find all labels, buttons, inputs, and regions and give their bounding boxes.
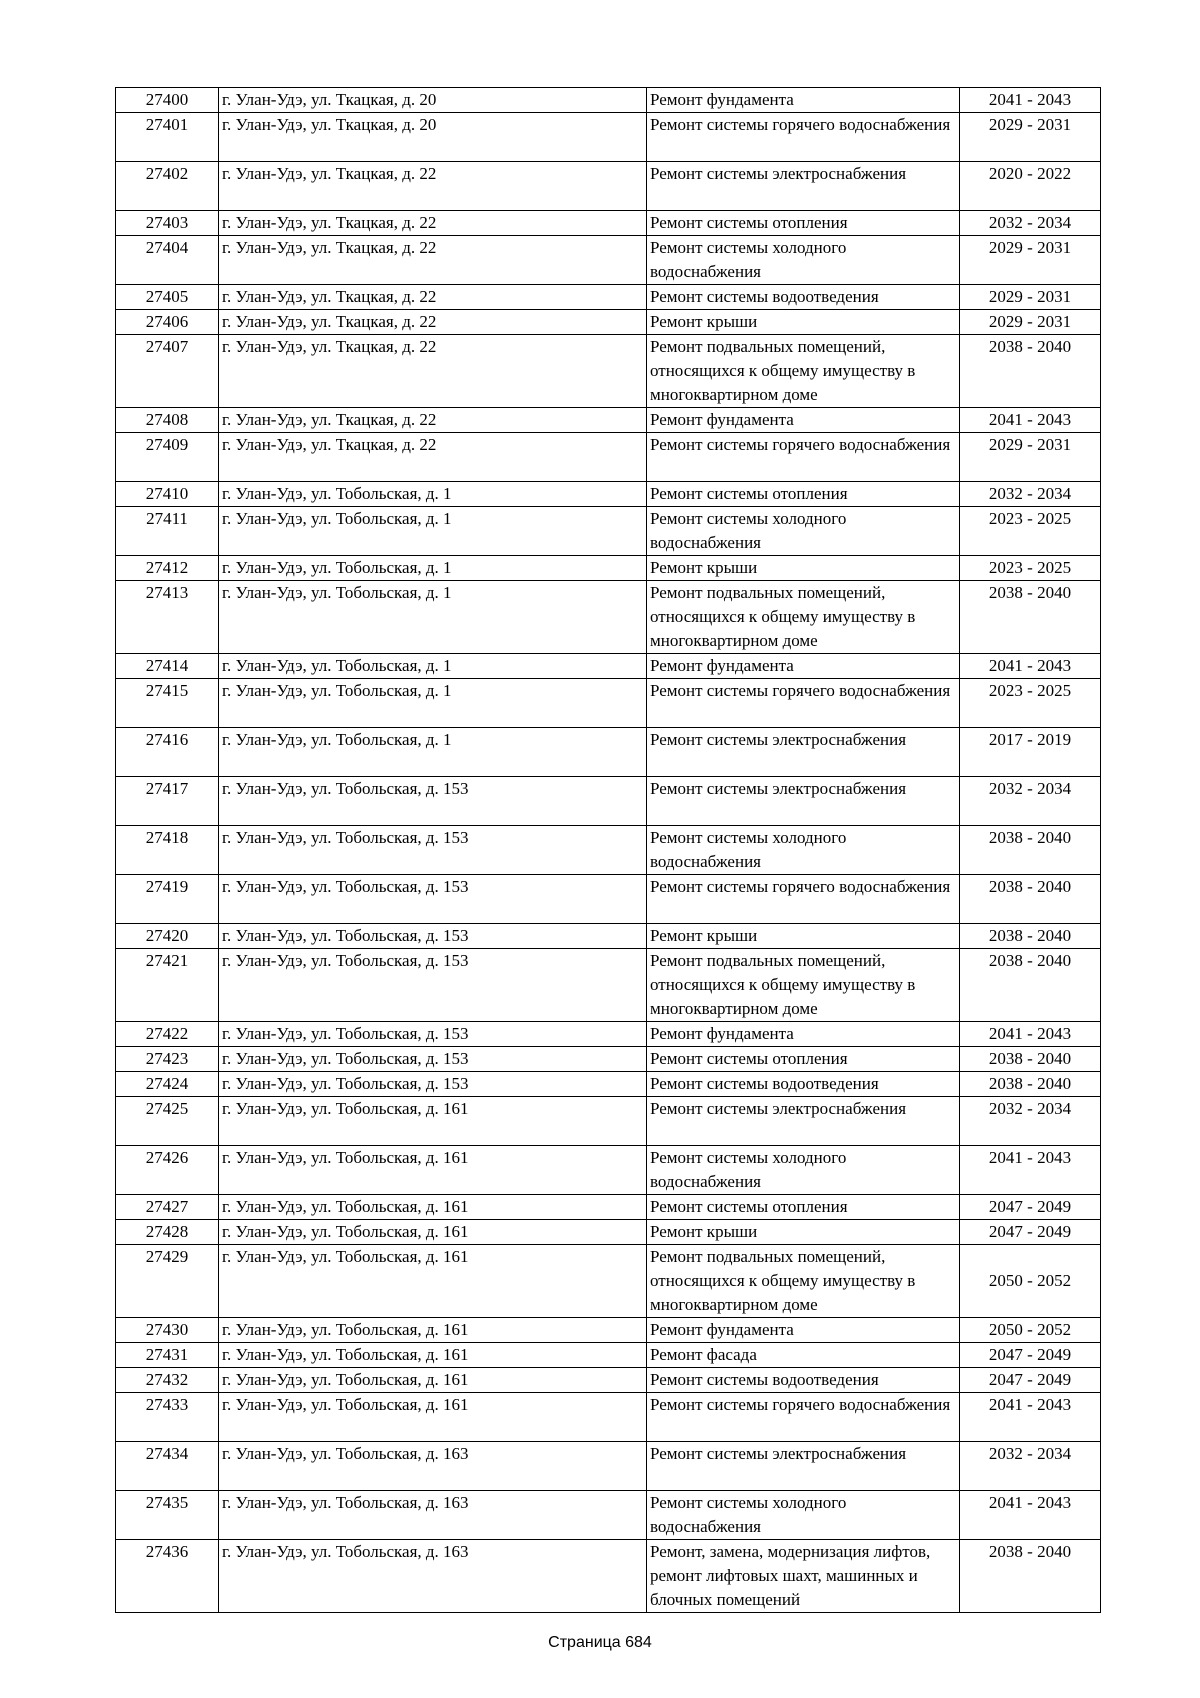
row-work-cell: Ремонт системы электроснабжения [647, 162, 960, 211]
table-row [116, 826, 1101, 875]
row-work-cell: Ремонт системы холодного водоснабжения [647, 1491, 960, 1540]
row-period-cell: 2041 - 2043 [960, 408, 1101, 433]
row-id-cell: 27435 [116, 1491, 219, 1540]
row-work-cell: Ремонт крыши [647, 1220, 960, 1245]
row-period-cell: 2047 - 2049 [960, 1220, 1101, 1245]
row-period-cell: 2029 - 2031 [960, 285, 1101, 310]
row-id-cell: 27419 [116, 875, 219, 924]
row-work-cell: Ремонт системы горячего водоснабжения [647, 433, 960, 482]
row-work-cell: Ремонт системы электроснабжения [647, 1442, 960, 1491]
row-work-cell: Ремонт системы отопления [647, 211, 960, 236]
row-period-cell: 2047 - 2049 [960, 1195, 1101, 1220]
row-id-cell: 27407 [116, 335, 219, 408]
row-id-cell: 27411 [116, 507, 219, 556]
row-address-cell: г. Улан-Удэ, ул. Тобольская, д. 161 [219, 1146, 647, 1195]
row-id-cell: 27416 [116, 728, 219, 777]
table-row [116, 1540, 1101, 1613]
row-address-cell: г. Улан-Удэ, ул. Тобольская, д. 163 [219, 1491, 647, 1540]
row-work-cell: Ремонт крыши [647, 556, 960, 581]
row-id-cell: 27423 [116, 1047, 219, 1072]
row-period-cell: 2047 - 2049 [960, 1343, 1101, 1368]
row-work-cell: Ремонт фундамента [647, 1022, 960, 1047]
row-period-cell: 2029 - 2031 [960, 113, 1101, 162]
table-row [116, 88, 1101, 113]
row-period-cell: 2023 - 2025 [960, 556, 1101, 581]
row-work-cell: Ремонт подвальных помещений, относящихся к общему имуществу в многоквартирном доме [647, 335, 960, 408]
row-period-cell: 2032 - 2034 [960, 1097, 1101, 1146]
row-work-cell: Ремонт системы электроснабжения [647, 777, 960, 826]
row-id-cell: 27414 [116, 654, 219, 679]
row-id-cell: 27402 [116, 162, 219, 211]
row-id-cell: 27432 [116, 1368, 219, 1393]
row-work-cell: Ремонт фундамента [647, 654, 960, 679]
row-address-cell: г. Улан-Удэ, ул. Тобольская, д. 1 [219, 507, 647, 556]
row-work-cell: Ремонт, замена, модернизация лифтов, ремонт лифтовых шахт, машинных и блочных помещений [647, 1540, 960, 1613]
row-work-cell: Ремонт фундамента [647, 1318, 960, 1343]
table-row [116, 433, 1101, 482]
table-body [116, 88, 1101, 1613]
row-work-cell: Ремонт системы холодного водоснабжения [647, 507, 960, 556]
row-address-cell: г. Улан-Удэ, ул. Тобольская, д. 161 [219, 1220, 647, 1245]
row-address-cell: г. Улан-Удэ, ул. Тобольская, д. 153 [219, 777, 647, 826]
table-row [116, 924, 1101, 949]
row-address-cell: г. Улан-Удэ, ул. Тобольская, д. 1 [219, 581, 647, 654]
page-number: Страница 684 [548, 1634, 652, 1651]
row-address-cell: г. Улан-Удэ, ул. Ткацкая, д. 22 [219, 335, 647, 408]
row-id-cell: 27434 [116, 1442, 219, 1491]
row-id-cell: 27408 [116, 408, 219, 433]
row-address-cell: г. Улан-Удэ, ул. Тобольская, д. 153 [219, 875, 647, 924]
row-work-cell: Ремонт крыши [647, 310, 960, 335]
row-period-cell: 2041 - 2043 [960, 654, 1101, 679]
row-work-cell: Ремонт системы холодного водоснабжения [647, 1146, 960, 1195]
row-period-cell: 2041 - 2043 [960, 1491, 1101, 1540]
row-id-cell: 27422 [116, 1022, 219, 1047]
row-id-cell: 27428 [116, 1220, 219, 1245]
table-row [116, 581, 1101, 654]
row-period-cell: 2038 - 2040 [960, 826, 1101, 875]
row-id-cell: 27400 [116, 88, 219, 113]
row-id-cell: 27421 [116, 949, 219, 1022]
row-address-cell: г. Улан-Удэ, ул. Тобольская, д. 1 [219, 482, 647, 507]
row-id-cell: 27403 [116, 211, 219, 236]
table-row [116, 875, 1101, 924]
row-id-cell: 27405 [116, 285, 219, 310]
row-address-cell: г. Улан-Удэ, ул. Тобольская, д. 161 [219, 1393, 647, 1442]
row-period-cell: 2041 - 2043 [960, 1393, 1101, 1442]
table-row [116, 1195, 1101, 1220]
table-row [116, 1097, 1101, 1146]
row-address-cell: г. Улан-Удэ, ул. Тобольская, д. 153 [219, 826, 647, 875]
row-id-cell: 27401 [116, 113, 219, 162]
row-period-cell: 2050 - 2052 [960, 1318, 1101, 1343]
row-work-cell: Ремонт системы отопления [647, 1047, 960, 1072]
work-schedule-table [115, 87, 1101, 1613]
row-id-cell: 27429 [116, 1245, 219, 1318]
row-id-cell: 27420 [116, 924, 219, 949]
table-row [116, 113, 1101, 162]
row-id-cell: 27404 [116, 236, 219, 285]
table-row [116, 408, 1101, 433]
row-address-cell: г. Улан-Удэ, ул. Ткацкая, д. 22 [219, 211, 647, 236]
row-address-cell: г. Улан-Удэ, ул. Тобольская, д. 161 [219, 1195, 647, 1220]
table-row [116, 1343, 1101, 1368]
row-address-cell: г. Улан-Удэ, ул. Тобольская, д. 153 [219, 1072, 647, 1097]
row-work-cell: Ремонт фундамента [647, 408, 960, 433]
row-period-cell: 2023 - 2025 [960, 507, 1101, 556]
row-address-cell: г. Улан-Удэ, ул. Тобольская, д. 153 [219, 949, 647, 1022]
row-period-cell: 2032 - 2034 [960, 211, 1101, 236]
row-id-cell: 27410 [116, 482, 219, 507]
row-work-cell: Ремонт подвальных помещений, относящихся к общему имуществу в многоквартирном доме [647, 581, 960, 654]
row-id-cell: 27430 [116, 1318, 219, 1343]
row-period-cell: 2029 - 2031 [960, 236, 1101, 285]
row-work-cell: Ремонт системы водоотведения [647, 1072, 960, 1097]
row-period-cell: 2020 - 2022 [960, 162, 1101, 211]
table-row [116, 1220, 1101, 1245]
table-row [116, 949, 1101, 1022]
table-row [116, 1022, 1101, 1047]
row-id-cell: 27417 [116, 777, 219, 826]
row-period-cell: 2041 - 2043 [960, 1146, 1101, 1195]
table-row [116, 679, 1101, 728]
row-work-cell: Ремонт системы электроснабжения [647, 1097, 960, 1146]
row-address-cell: г. Улан-Удэ, ул. Тобольская, д. 163 [219, 1442, 647, 1491]
row-address-cell: г. Улан-Удэ, ул. Ткацкая, д. 22 [219, 236, 647, 285]
row-address-cell: г. Улан-Удэ, ул. Ткацкая, д. 22 [219, 310, 647, 335]
table-row [116, 1491, 1101, 1540]
table-row [116, 310, 1101, 335]
row-period-cell: 2023 - 2025 [960, 679, 1101, 728]
table-row [116, 236, 1101, 285]
row-period-cell: 2047 - 2049 [960, 1368, 1101, 1393]
row-id-cell: 27436 [116, 1540, 219, 1613]
row-address-cell: г. Улан-Удэ, ул. Тобольская, д. 161 [219, 1245, 647, 1318]
row-id-cell: 27413 [116, 581, 219, 654]
row-address-cell: г. Улан-Удэ, ул. Тобольская, д. 1 [219, 654, 647, 679]
row-address-cell: г. Улан-Удэ, ул. Тобольская, д. 1 [219, 679, 647, 728]
row-work-cell: Ремонт системы горячего водоснабжения [647, 113, 960, 162]
row-id-cell: 27425 [116, 1097, 219, 1146]
table-row [116, 728, 1101, 777]
row-work-cell: Ремонт системы горячего водоснабжения [647, 875, 960, 924]
row-period-cell: 2038 - 2040 [960, 949, 1101, 1022]
row-period-cell: 2017 - 2019 [960, 728, 1101, 777]
row-id-cell: 27409 [116, 433, 219, 482]
row-address-cell: г. Улан-Удэ, ул. Тобольская, д. 161 [219, 1343, 647, 1368]
row-address-cell: г. Улан-Удэ, ул. Тобольская, д. 153 [219, 1047, 647, 1072]
table-row [116, 1442, 1101, 1491]
row-id-cell: 27406 [116, 310, 219, 335]
row-work-cell: Ремонт подвальных помещений, относящихся к общему имуществу в многоквартирном доме [647, 1245, 960, 1318]
row-work-cell: Ремонт крыши [647, 924, 960, 949]
row-id-cell: 27424 [116, 1072, 219, 1097]
row-work-cell: Ремонт системы отопления [647, 1195, 960, 1220]
row-work-cell: Ремонт системы горячего водоснабжения [647, 1393, 960, 1442]
table-row [116, 1318, 1101, 1343]
row-id-cell: 27427 [116, 1195, 219, 1220]
row-work-cell: Ремонт системы холодного водоснабжения [647, 826, 960, 875]
row-address-cell: г. Улан-Удэ, ул. Тобольская, д. 153 [219, 1022, 647, 1047]
row-period-cell: 2038 - 2040 [960, 924, 1101, 949]
row-work-cell: Ремонт системы водоотведения [647, 1368, 960, 1393]
row-work-cell: Ремонт системы холодного водоснабжения [647, 236, 960, 285]
row-work-cell: Ремонт системы горячего водоснабжения [647, 679, 960, 728]
row-work-cell: Ремонт системы отопления [647, 482, 960, 507]
row-work-cell: Ремонт фасада [647, 1343, 960, 1368]
row-id-cell: 27426 [116, 1146, 219, 1195]
row-address-cell: г. Улан-Удэ, ул. Тобольская, д. 1 [219, 556, 647, 581]
row-address-cell: г. Улан-Удэ, ул. Ткацкая, д. 22 [219, 162, 647, 211]
row-period-cell: 2038 - 2040 [960, 1540, 1101, 1613]
row-work-cell: Ремонт системы электроснабжения [647, 728, 960, 777]
row-period-cell: 2032 - 2034 [960, 482, 1101, 507]
table-row [116, 1146, 1101, 1195]
row-period-cell: 2029 - 2031 [960, 310, 1101, 335]
table-row [116, 777, 1101, 826]
row-address-cell: г. Улан-Удэ, ул. Тобольская, д. 161 [219, 1368, 647, 1393]
row-id-cell: 27415 [116, 679, 219, 728]
row-period-cell: 2038 - 2040 [960, 875, 1101, 924]
row-address-cell: г. Улан-Удэ, ул. Ткацкая, д. 22 [219, 408, 647, 433]
table-row [116, 335, 1101, 408]
row-work-cell: Ремонт фундамента [647, 88, 960, 113]
row-address-cell: г. Улан-Удэ, ул. Ткацкая, д. 22 [219, 433, 647, 482]
row-period-cell: 2038 - 2040 [960, 1072, 1101, 1097]
table-row [116, 162, 1101, 211]
row-address-cell: г. Улан-Удэ, ул. Тобольская, д. 161 [219, 1318, 647, 1343]
table-row [116, 1072, 1101, 1097]
row-period-cell: 2032 - 2034 [960, 777, 1101, 826]
row-period-cell: 2041 - 2043 [960, 1022, 1101, 1047]
row-period-cell: 2050 - 2052 [960, 1245, 1101, 1318]
row-work-cell: Ремонт системы водоотведения [647, 285, 960, 310]
row-id-cell: 27431 [116, 1343, 219, 1368]
row-period-cell: 2032 - 2034 [960, 1442, 1101, 1491]
table-row [116, 211, 1101, 236]
row-address-cell: г. Улан-Удэ, ул. Ткацкая, д. 20 [219, 88, 647, 113]
row-id-cell: 27412 [116, 556, 219, 581]
table-row [116, 507, 1101, 556]
table-row [116, 1393, 1101, 1442]
row-period-cell: 2038 - 2040 [960, 335, 1101, 408]
table-row [116, 1245, 1101, 1318]
table-row [116, 1047, 1101, 1072]
row-id-cell: 27433 [116, 1393, 219, 1442]
table-row [116, 654, 1101, 679]
row-period-cell: 2041 - 2043 [960, 88, 1101, 113]
table-row [116, 482, 1101, 507]
row-address-cell: г. Улан-Удэ, ул. Тобольская, д. 163 [219, 1540, 647, 1613]
row-period-cell: 2038 - 2040 [960, 581, 1101, 654]
row-address-cell: г. Улан-Удэ, ул. Ткацкая, д. 22 [219, 285, 647, 310]
table-row [116, 285, 1101, 310]
row-period-cell: 2038 - 2040 [960, 1047, 1101, 1072]
row-address-cell: г. Улан-Удэ, ул. Тобольская, д. 161 [219, 1097, 647, 1146]
row-work-cell: Ремонт подвальных помещений, относящихся к общему имуществу в многоквартирном доме [647, 949, 960, 1022]
row-id-cell: 27418 [116, 826, 219, 875]
table-row [116, 1368, 1101, 1393]
row-address-cell: г. Улан-Удэ, ул. Тобольская, д. 1 [219, 728, 647, 777]
table-row [116, 556, 1101, 581]
row-address-cell: г. Улан-Удэ, ул. Тобольская, д. 153 [219, 924, 647, 949]
row-address-cell: г. Улан-Удэ, ул. Ткацкая, д. 20 [219, 113, 647, 162]
row-period-cell: 2029 - 2031 [960, 433, 1101, 482]
